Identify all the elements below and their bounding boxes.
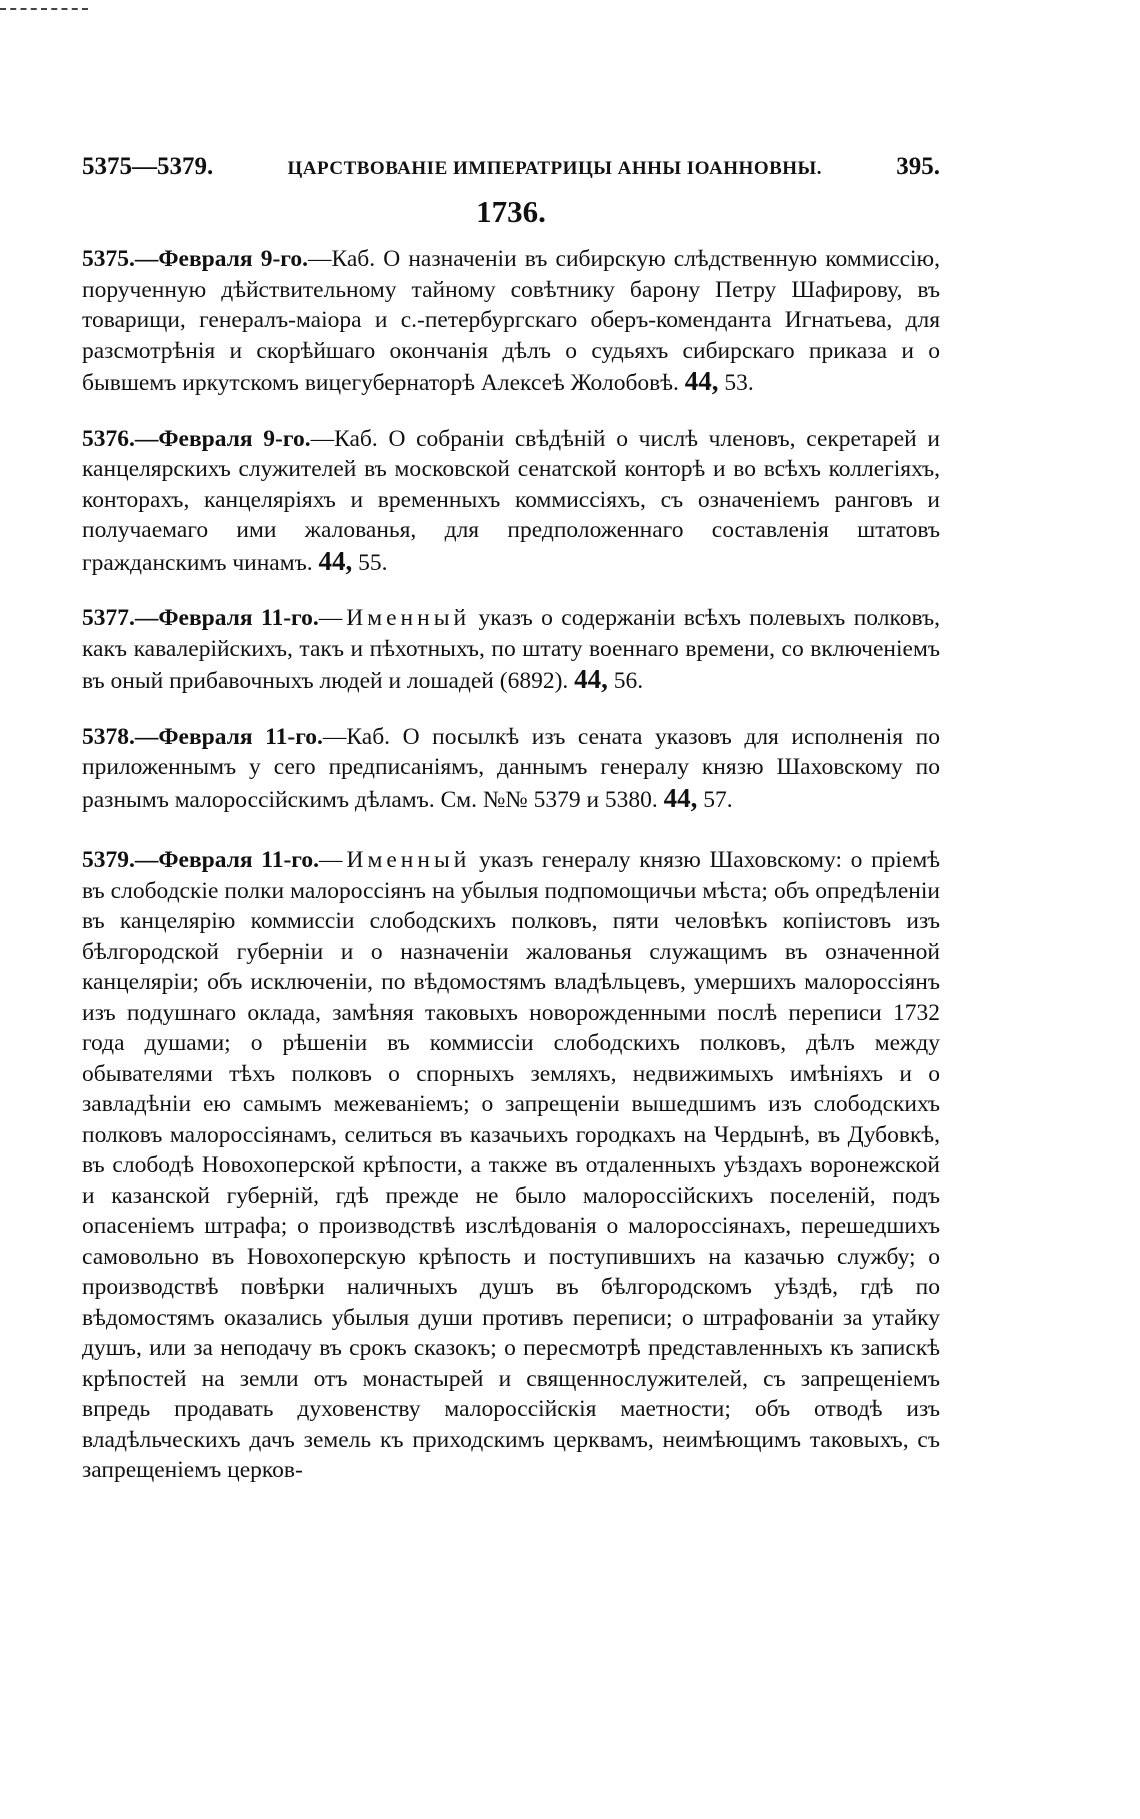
entry-number: 5377. <box>82 605 135 631</box>
entry-number: 5379. <box>82 847 135 873</box>
volume-ref: 44, <box>663 782 698 813</box>
entry-number: 5378. <box>82 723 135 750</box>
entry-text: —Каб. О назначеніи въ сибирскую слѣдственную коммиссію, порученную дѣйствительному тайному совѣтнику барону Петру Шафирову, въ товарищи, генералъ-маіора и с.-петербургскаго оберъ-коменданта Игнатьева, для разсмотрѣнія и скорѣйшаго окончанія дѣлъ о судьяхъ сибирскаго приказа и о бывшемъ иркутскомъ вицегубернаторѣ Алексеѣ Жолобовѣ. <box>82 246 940 396</box>
entry-5377 <box>82 603 940 697</box>
volume-ref: 44, <box>318 545 353 576</box>
entry-5379 <box>82 845 940 1486</box>
running-title: ЦАРСТВОВАНІЕ ИМПЕРАТРИЦЫ АННЫ ІОАННОВНЫ. <box>287 158 822 179</box>
entry-number: 5375. <box>82 246 135 272</box>
entry-text: указъ о содержаніи всѣхъ полевыхъ полковъ, какъ кавалерійскихъ, такъ и пѣхотныхъ, по штату военнаго времени, со включеніемъ въ оный прибавочныхъ людей и лошадей (6892). <box>82 605 940 694</box>
page-ref: 57. <box>703 786 733 813</box>
entry-date: —Февраля 11-го. <box>134 605 319 631</box>
page-ref: 53. <box>724 370 754 396</box>
top-rule <box>0 8 88 10</box>
entry-5376 <box>82 424 940 579</box>
page-number: 395. <box>896 153 940 180</box>
entry-date: —Февраля 9-го. <box>134 246 309 272</box>
entry-text: —Каб. О собраніи свѣдѣній о числѣ членовъ, секретарей и канцелярскихъ служителей въ московской сенатской конторѣ и во всѣхъ коллегіяхъ, конторахъ, канцеляріяхъ и временныхъ коммиссіяхъ, съ означеніемъ ранговъ и получаемаго ими жалованья, для предположеннаго составленія штатовъ гражданскимъ чинамъ. <box>82 425 940 576</box>
book-page <box>82 150 940 1486</box>
year-heading: 1736. <box>476 194 546 229</box>
entry-text: —Каб. О посылкѣ изъ сената указовъ для исполненія по приложеннымъ у сего предписаніямъ, даннымъ генералу князю Шаховскому по разнымъ малороссійскимъ дѣламъ. См. №№ 5379 и 5380. <box>82 723 940 813</box>
entry-date: —Февраля 9-го. <box>134 425 311 452</box>
entry-type: —Именный <box>318 605 471 631</box>
page-ref: 55. <box>358 549 388 576</box>
entry-date: —Февраля 11-го. <box>134 847 320 873</box>
volume-ref: 44, <box>574 664 608 694</box>
page-ref: 56. <box>613 668 644 694</box>
entry-number: 5376. <box>82 425 135 452</box>
entry-date: —Февраля 11-го. <box>134 723 323 750</box>
entry-type: —Именный <box>319 847 471 873</box>
volume-ref: 44, <box>684 366 719 396</box>
entry-5375 <box>82 244 940 399</box>
running-head <box>82 150 940 186</box>
entry-5378 <box>82 722 940 816</box>
entry-range: 5375—5379. <box>82 153 214 180</box>
entry-text: указъ генералу князю Шаховскому: о пріемѣ въ слободскіе полки малороссіянъ на убылыя подпомощичьи мѣста; объ опредѣленіи въ канцелярію коммиссіи слободскихъ полковъ, пяти человѣкъ копіистовъ изъ бѣлгородской губерніи и о назначеніи жалованья служащимъ въ означенной канцеляріи; объ исключеніи, по вѣдомостямъ владѣльцевъ, умершихъ малороссіянъ изъ подушнаго оклада, замѣняя таковыхъ новорожденными послѣ переписи 1732 года душами; о рѣшеніи въ коммиссіи слободскихъ полковъ, дѣлъ между обывателями тѣхъ полковъ о спорныхъ земляхъ, недвижимыхъ имѣніяхъ и о завладѣніи ею самымъ межеваніемъ; о запрещеніи вышедшимъ изъ слободскихъ полковъ малороссіянамъ, селиться въ казачьихъ городкахъ на Чердынѣ, въ Дубовкѣ, въ слободѣ Новохоперской крѣпости, а также въ отдаленныхъ уѣздахъ воронежской и казанской губерній, гдѣ прежде не было малороссійскихъ поселеній, подъ опасеніемъ штрафа; о производствѣ изслѣдованія о малороссіянахъ, перешедшихъ самовольно въ Новохоперскую крѣпость и поступившихъ на казачью службу; о производствѣ повѣрки наличныхъ душъ въ бѣлгородскомъ уѣздѣ, гдѣ по вѣдомостямъ оказались убылыя души противъ переписи; о штрафованіи за утайку душъ, или за неподачу въ срокъ сказокъ; о пересмотрѣ представленныхъ къ запискѣ крѣпостей на земли отъ монастырей и священнослужителей, съ запрещеніемъ впредь продавать духовенству малороссійскія маетности; объ отводѣ изъ владѣльческихъ дачъ земель къ приходскимъ церквамъ, неимѣющимъ таковыхъ, съ запрещеніемъ церков- <box>82 847 940 1483</box>
